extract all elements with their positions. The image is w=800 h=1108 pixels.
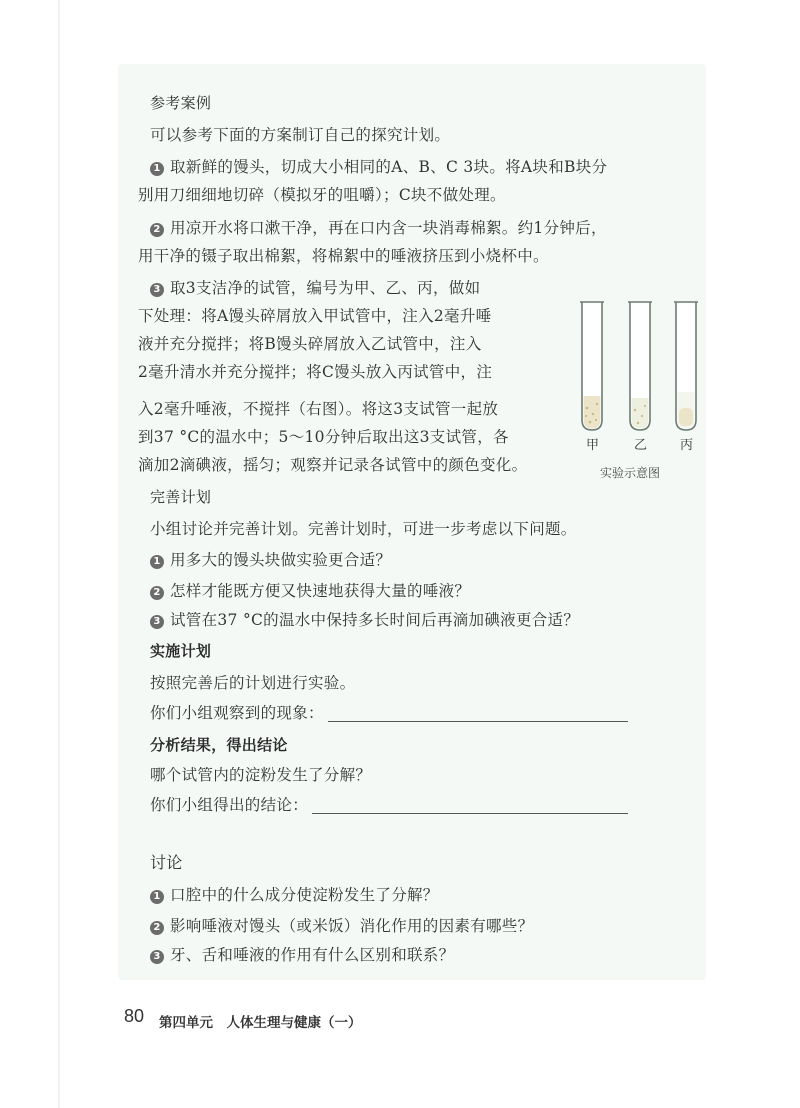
improve-question-2: 2 怎样才能既方便又快速地获得大量的唾液？ [150, 580, 470, 602]
improve-question-3: 3 试管在37 °C的温水中保持多长时间后再滴加碘液更合适？ [150, 609, 579, 631]
step-3-line-5: 入2毫升唾液，不搅拌（右图）。将这3支试管一起放 [138, 400, 499, 418]
improve-question-1: 1 用多大的馒头块做实验更合适？ [150, 549, 391, 571]
discuss-question-2: 2 影响唾液对馒头（或米饭）消化作用的因素有哪些？ [150, 915, 533, 937]
tube-bing [674, 302, 698, 430]
tube-label-yi: 乙 [634, 438, 648, 453]
tube-label-jia: 甲 [586, 438, 600, 453]
page-fold-shadow [58, 0, 60, 1108]
step-3-line-7: 滴加2滴碘液，摇匀；观察并记录各试管中的颜色变化。 [138, 456, 528, 474]
implement-heading: 实施计划 [150, 642, 212, 660]
analyze-heading: 分析结果，得出结论 [150, 736, 288, 754]
number-badge: 1 [150, 555, 164, 569]
step-1-line-1: 1 取新鲜的馒头，切成大小相同的A、B、C 3块。将A块和B块分 [150, 156, 607, 178]
discuss-heading: 讨论 [150, 853, 183, 872]
step-3-line-2: 下处理：将A馒头碎屑放入甲试管中，注入2毫升唾 [138, 307, 492, 325]
number-badge: 1 [150, 890, 164, 904]
number-badge: 2 [150, 921, 164, 935]
step-1-line-2: 别用刀细细地切碎（模拟牙的咀嚼）；C块不做处理。 [138, 186, 506, 204]
figure-caption: 实验示意图 [600, 466, 661, 480]
discuss-question-3: 3 牙、舌和唾液的作用有什么区别和联系？ [150, 944, 454, 966]
step-3-line-6: 到37 °C的温水中；5～10分钟后取出这3支试管，各 [138, 428, 509, 446]
analyze-conclusion-row: 你们小组得出的结论： [150, 794, 628, 816]
improve-intro: 小组讨论并完善计划。完善计划时，可进一步考虑以下问题。 [150, 520, 577, 538]
number-badge: 2 [150, 586, 164, 600]
tube-yi [628, 302, 652, 430]
step-2-line-1: 2 用凉开水将口漱干净，再在口内含一块消毒棉絮。约1分钟后， [150, 217, 607, 239]
number-badge: 3 [150, 615, 164, 629]
number-badge: 2 [150, 223, 164, 237]
step-3-line-3: 液并充分搅拌；将B馒头碎屑放入乙试管中，注入 [138, 335, 482, 353]
improve-heading: 完善计划 [150, 488, 212, 506]
reference-intro: 可以参考下面的方案制订自己的探究计划。 [150, 126, 451, 144]
number-badge: 3 [150, 950, 164, 964]
step-2-line-2: 用干净的镊子取出棉絮，将棉絮中的唾液挤压到小烧杯中。 [138, 247, 549, 265]
observation-blank-line[interactable] [328, 703, 628, 722]
tube-label-bing: 丙 [680, 438, 694, 453]
number-badge: 3 [150, 283, 164, 297]
implement-line-1: 按照完善后的计划进行实验。 [150, 674, 356, 692]
tube-jia [580, 302, 604, 430]
discuss-question-1: 1 口腔中的什么成分使淀粉发生了分解？ [150, 884, 439, 906]
conclusion-blank-line[interactable] [312, 795, 628, 814]
experiment-figure [572, 296, 712, 486]
analyze-line-1: 哪个试管内的淀粉发生了分解？ [150, 766, 372, 784]
test-tubes-illustration [572, 296, 712, 436]
step-3-line-4: 2毫升清水并充分搅拌；将C馒头放入丙试管中，注 [138, 363, 493, 381]
unit-title: 第四单元 人体生理与健康（一） [159, 1015, 362, 1031]
reference-heading: 参考案例 [150, 94, 212, 112]
step-3-line-1: 3 取3支洁净的试管，编号为甲、乙、丙，做如 [150, 277, 480, 299]
implement-observation-row: 你们小组观察到的现象： [150, 702, 628, 724]
number-badge: 1 [150, 162, 164, 176]
page-number: 80 [124, 1006, 145, 1026]
